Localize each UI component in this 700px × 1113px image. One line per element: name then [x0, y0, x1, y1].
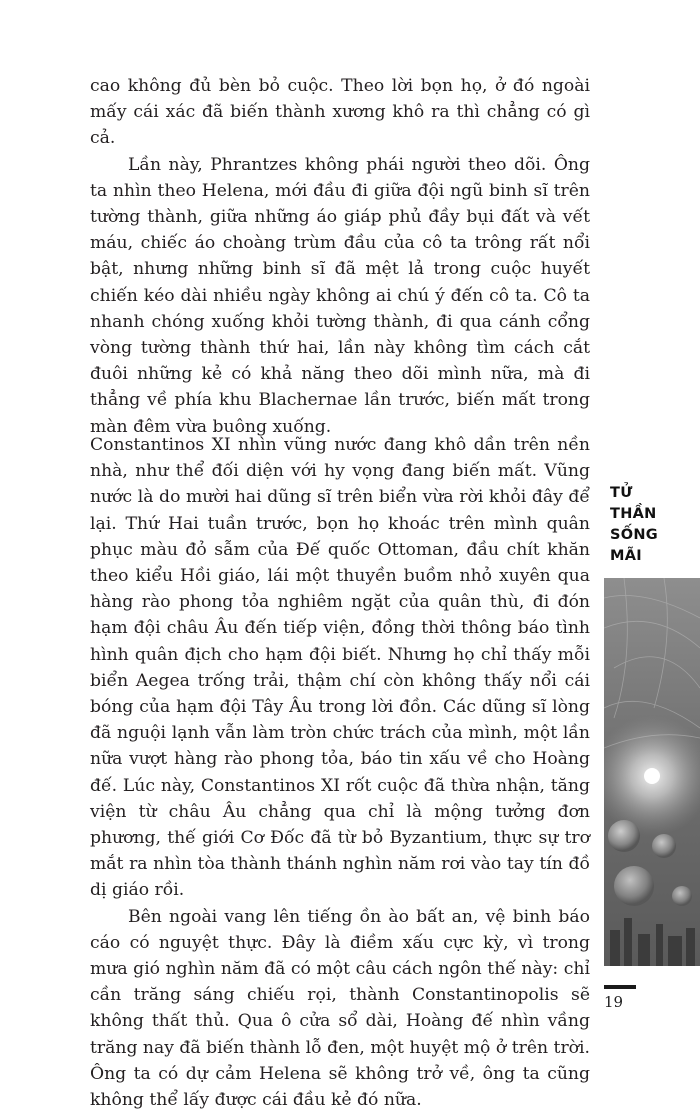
paragraph: cao không đủ bèn bỏ cuộc. Theo lời bọn họ, ở đó ngoài mấy cái xác đã biến thành xương khô ra thì chẳng có gì cả. — [90, 76, 590, 149]
paragraph: Bên ngoài vang lên tiếng ồn ào bất an, vệ binh báo cáo có nguyệt thực. Đây là điềm xấu cực kỳ, vì trong mưa gió nghìn năm đã có một câu cách ngôn thế này: chỉ cần trăng sáng chiếu rọi, thành Constantinopolis sẽ không thất thủ. Qua ô cửa sổ dài, Hoàng đế nhìn vầng trăng nay đã biến thành lỗ đen, một huyệt mộ ở trên trời. Ông ta có dự cảm Helena sẽ không trở về, ông ta cũng không thể lấy được cái đầu kẻ đó nữa. — [90, 906, 590, 1111]
cover-art-image — [604, 578, 700, 966]
paragraph: Constantinos XI nhìn vũng nước đang khô dần trên nền nhà, như thể đối diện với hy vọng đang biến mất. Vũng nước là do mười hai dũng sĩ trên biển vừa rời khỏi đây để lại. Thứ Hai tuần trước, bọn họ khoác trên mình quân phục màu đỏ sẫm của Đế quốc Ottoman, đầu chít khăn theo kiểu Hồi giáo, lái một thuyền buồm nhỏ xuyên qua hàng rào phong tỏa nghiêm ngặt của quân thù, đi đón hạm đội châu Âu đến tiếp viện, đồng thời thông báo tình hình quân địch cho hạm đội biết. Nhưng họ chỉ thấy mỗi biển Aegea trống trải, thậm chí còn không thấy nổi cái bóng của hạm đội Tây Âu trong lời đồn. Các dũng sĩ lòng đã nguội lạnh vẫn làm tròn chức trách của mình, một lần nữa vượt hàng rào phong tỏa, báo tin xấu về cho Hoàng đế. Lúc này, Constantinos XI rốt cuộc đã thừa nhận, tăng viện từ châu Âu chẳng qua chỉ là mộng tưởng đơn phương, thế giới Cơ Đốc đã từ bỏ Byzantium, thực sự trơ mắt ra nhìn tòa thành thánh nghìn năm rơi vào tay tín đồ dị giáo rồi. — [90, 435, 590, 901]
book-title-line: MÃI — [610, 548, 642, 564]
cover-art-strip — [604, 578, 700, 966]
book-title — [610, 483, 700, 567]
section-1 — [90, 73, 590, 440]
page-number: 19 — [604, 993, 624, 1011]
book-title-line: TỬ — [610, 485, 633, 501]
book-title-line: SỐNG — [610, 527, 659, 543]
page-number-rule — [604, 985, 636, 989]
section-2 — [90, 432, 590, 1113]
book-title-line: THẦN — [610, 506, 657, 522]
paragraph: Lần này, Phrantzes không phái người theo dõi. Ông ta nhìn theo Helena, mới đầu đi giữa đội ngũ binh sĩ trên tường thành, giữa những áo giáp phủ đầy bụi đất và vết máu, chiếc áo choàng trùm đầu của cô ta trông rất nổi bật, nhưng những binh sĩ đã mệt lả trong cuộc huyết chiến kéo dài nhiều ngày không ai chú ý đến cô ta. Cô ta nhanh chóng xuống khỏi tường thành, đi qua cánh cổng vòng tường thành thứ hai, lần này không tìm cách cắt đuôi những kẻ có khả năng theo dõi mình nữa, mà đi thẳng về phía khu Blachernae lần trước, biến mất trong màn đêm vừa buông xuống. — [90, 154, 590, 437]
